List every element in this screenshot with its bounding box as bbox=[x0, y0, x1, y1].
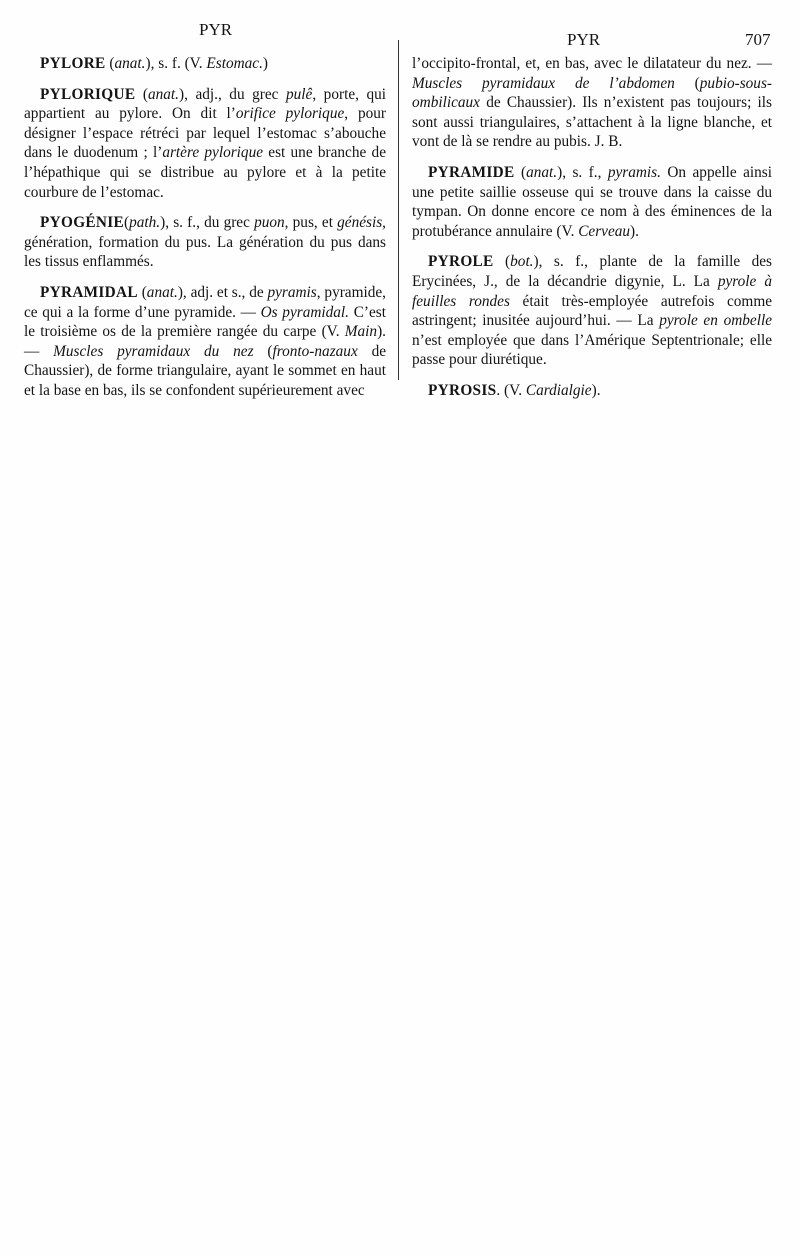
dictionary-entry bbox=[24, 85, 386, 203]
entry-text: ), s. f., plante de la famille des Erycinées, J., de la décandrie digynie, L. La bbox=[412, 253, 772, 290]
entry-italic-text: Cardialgie bbox=[525, 381, 592, 399]
entry-text: ), s. f. (V. bbox=[145, 55, 207, 72]
entry-italic-text: Cerveau bbox=[578, 222, 631, 240]
entry-text: On appelle ainsi une petite saillie osseuse qui se trouve dans la caisse du tympan. On donne encore ce nom à des éminences de la protubérance annulaire (V. bbox=[412, 163, 772, 240]
entry-headword: PYLORE bbox=[40, 55, 106, 72]
dictionary-entry bbox=[412, 163, 772, 241]
entry-italic-text: orifice pylorique bbox=[235, 105, 345, 123]
entry-text: ). bbox=[591, 381, 601, 399]
entry-italic-text: pubio-sous-ombilicaux bbox=[412, 74, 773, 112]
dictionary-entry bbox=[24, 283, 386, 401]
entry-headword: PYLORIQUE bbox=[40, 85, 136, 103]
entry-italic-text: bot. bbox=[510, 253, 534, 271]
entry-text: ), s. f., du grec bbox=[160, 214, 255, 232]
entry-text: , génération, formation du pus. La génération du pus dans les tissus enflammés. bbox=[24, 214, 386, 271]
entry-italic-text: pyrole à feuilles rondes bbox=[412, 272, 773, 310]
entry-text: ), s. f., bbox=[557, 163, 608, 181]
entry-italic-text: Muscles pyramidaux de l’abdomen bbox=[412, 74, 675, 92]
entry-text: ), adj. et s., de bbox=[177, 283, 268, 301]
entry-text: C’est le troisième os de la première rangée du carpe (V. bbox=[24, 303, 386, 341]
running-head-right: PYR bbox=[567, 30, 601, 49]
entry-text: , pus, et bbox=[284, 214, 338, 232]
entry-italic-text: pyrole en ombelle bbox=[659, 312, 772, 330]
entry-text: ( bbox=[135, 85, 148, 103]
entry-text: ( bbox=[137, 283, 147, 301]
entry-text: de Chaussier), de forme triangulaire, ayant le sommet en haut et la base en bas, ils se confondent supérieurement avec bbox=[24, 342, 387, 399]
entry-text: ( bbox=[514, 163, 527, 181]
dictionary-entry bbox=[412, 252, 772, 370]
entry-italic-text: anat. bbox=[114, 55, 146, 72]
entry-text: ). bbox=[630, 222, 639, 240]
entry-text: , pour désigner l’espace rétréci par lequel l’estomac s’abouche dans le duodenum ; l’ bbox=[24, 105, 386, 162]
entry-italic-text: Main bbox=[344, 323, 378, 341]
dictionary-entry bbox=[412, 381, 772, 401]
entry-headword: PYRAMIDAL bbox=[40, 283, 138, 301]
column-divider bbox=[398, 40, 399, 380]
entry-italic-text: Muscles pyramidaux du nez bbox=[53, 342, 254, 360]
dictionary-entry bbox=[412, 54, 772, 152]
entry-italic-text: anat. bbox=[147, 85, 179, 103]
entry-italic-text: pyramis bbox=[267, 283, 317, 301]
entry-italic-text: Os pyramidal. bbox=[260, 303, 350, 321]
running-header bbox=[0, 20, 800, 49]
entry-headword: PYROSIS bbox=[428, 381, 497, 399]
entry-text: de Chaussier). Ils n’existent pas toujours; ils sont aussi triangulaires, s’attachent à la ligne blanche, et vont de là se rendre au pubis. J. B. bbox=[412, 94, 772, 151]
right-column bbox=[412, 54, 772, 412]
entry-text: ( bbox=[124, 214, 130, 232]
entry-text: , pyramide, ce qui a la forme d’une pyramide. — bbox=[24, 283, 387, 321]
dictionary-entry bbox=[24, 213, 386, 272]
entry-italic-text: pulê bbox=[285, 85, 313, 103]
entry-text: est une branche de l’hépathique qui se distribue au pylore et à la petite courbure de l’estomac. bbox=[24, 144, 386, 201]
entry-italic-text: puon bbox=[254, 214, 285, 232]
entry-headword: PYROLE bbox=[428, 253, 494, 271]
entry-text: l’occipito-frontal, et, en bas, avec le dilatateur du nez. — bbox=[412, 55, 772, 72]
entry-text: ( bbox=[253, 342, 273, 360]
entry-text: était très-employée autrefois comme astringent; inusitée aujourd’hui. — La bbox=[412, 292, 773, 330]
entry-italic-text: génésis bbox=[337, 214, 383, 232]
entry-text: n’est employée que dans l’Amérique Septentrionale; elle passe pour diurétique. bbox=[412, 331, 772, 369]
entry-italic-text: anat. bbox=[526, 163, 558, 181]
entry-text: ). — bbox=[24, 323, 386, 360]
dictionary-entry bbox=[24, 54, 386, 74]
entry-italic-text: Estomac. bbox=[206, 55, 263, 72]
entry-text: , porte, qui appartient au pylore. On dit l’ bbox=[24, 85, 387, 123]
entry-text: ) bbox=[262, 55, 269, 72]
running-head-left: PYR bbox=[199, 20, 233, 39]
entry-text: ), adj., du grec bbox=[179, 85, 286, 103]
entry-text: ( bbox=[105, 55, 115, 72]
entry-italic-text: path. bbox=[129, 214, 161, 232]
entry-headword: PYOGÉNIE bbox=[40, 214, 124, 232]
entry-italic-text: fronto-nazaux bbox=[272, 342, 358, 360]
entry-italic-text: pyramis. bbox=[607, 163, 661, 181]
left-column bbox=[24, 54, 386, 412]
page-number: 707 bbox=[745, 30, 771, 49]
entry-text: ( bbox=[493, 253, 511, 271]
entry-text: ( bbox=[674, 74, 700, 92]
entry-italic-text: artère pylorique bbox=[162, 144, 264, 162]
entry-headword: PYRAMIDE bbox=[428, 163, 515, 181]
entry-italic-text: anat. bbox=[146, 283, 178, 301]
entry-text: . (V. bbox=[496, 381, 526, 399]
